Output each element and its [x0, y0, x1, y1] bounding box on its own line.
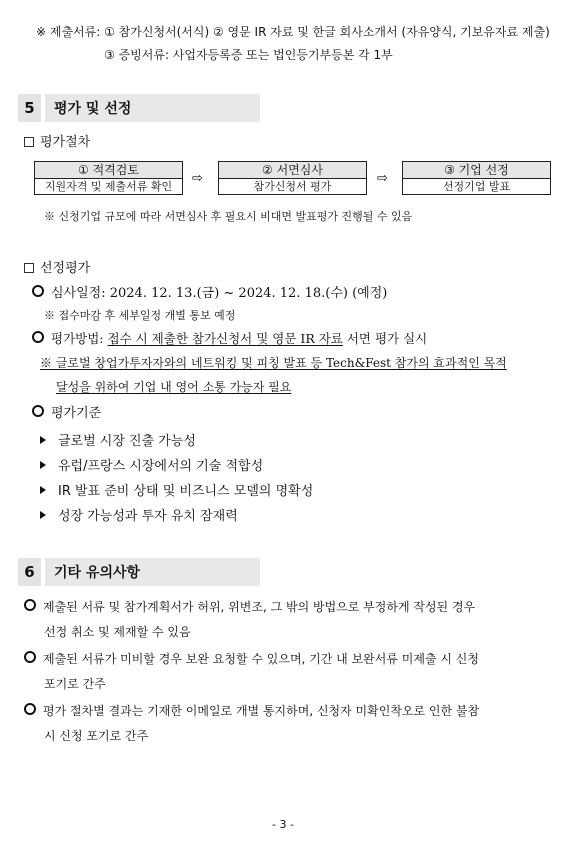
required-docs-line1: ※ 제출서류: ① 참가신청서(서식) ② 영문 IR 자료 및 한글 회사소개서 (자유양식, 기보유자료 제출): [36, 25, 550, 39]
circle-bullet-icon: [24, 703, 36, 715]
triangle-bullet-icon: [40, 511, 46, 519]
flow-step-3-title: ③ 기업 선정: [403, 162, 550, 179]
page-number: - 3 -: [272, 818, 294, 831]
circle-bullet-icon: [24, 599, 36, 611]
flow-step-2-desc: 참가신청서 평가: [253, 180, 332, 193]
schedule-item: [32, 282, 387, 301]
schedule-note: ※ 접수마감 후 세부일정 개별 통보 예정: [44, 309, 236, 322]
criteria-heading-label: 평가기준: [51, 406, 102, 421]
process-heading-label: 평가절차: [40, 135, 91, 150]
checkbox-square-icon: [24, 137, 34, 147]
note-item-2-line1: 제출된 서류가 미비할 경우 보완 요청할 수 있으며, 기간 내 보완서류 미제출 시 신청: [43, 652, 479, 666]
section-6-number: 6: [18, 558, 41, 586]
note-item-3: [24, 702, 479, 719]
process-heading: [24, 131, 90, 150]
flow-arrow-icon: ⇨: [192, 171, 203, 186]
process-note: ※ 신청기업 규모에 따라 서면심사 후 필요시 비대면 발표평가 진행될 수 있음: [44, 210, 413, 223]
note-item-1: [24, 598, 475, 615]
triangle-bullet-icon: [40, 436, 46, 444]
criteria-item-3: [40, 480, 313, 499]
criteria-item-label: IR 발표 준비 상태 및 비즈니스 모델의 명확성: [58, 484, 314, 499]
note-item-2-line2: 포기로 간주: [44, 677, 106, 691]
triangle-bullet-icon: [40, 486, 46, 494]
method-note-line1: ※ 글로벌 창업가투자자와의 네트워킹 및 피칭 발표 등 Tech&Fest 참가의 효과적인 목적: [40, 356, 507, 370]
criteria-heading: [32, 402, 101, 421]
flow-step-1-desc: 지원자격 및 제출서류 확인: [44, 180, 173, 193]
criteria-item-label: 성장 가능성과 투자 유치 잠재력: [58, 509, 238, 524]
section-5-header: [18, 94, 260, 122]
circle-bullet-icon: [24, 651, 36, 663]
section-6-title: 기타 유의사항: [45, 558, 260, 586]
method-note-line2: 달성을 위하여 기업 내 영어 소통 가능자 필요: [56, 380, 292, 394]
note-item-3-line2: 시 신청 포기로 간주: [44, 729, 149, 743]
note-item-3-line1: 평가 절차별 결과는 기재한 이메일로 개별 통지하며, 신청자 미확인착오로 인한 불참: [43, 704, 480, 718]
flow-step-1-title: ① 적격검토: [35, 162, 182, 179]
flow-step-3-desc: 선정기업 발표: [442, 180, 511, 193]
criteria-item-label: 유럽/프랑스 시장에서의 기술 적합성: [58, 459, 264, 474]
method-prefix: 평가방법:: [51, 331, 108, 346]
note-item-1-line2: 선정 취소 및 제재할 수 있음: [44, 625, 191, 639]
triangle-bullet-icon: [40, 461, 46, 469]
section-6-header: [18, 558, 260, 586]
note-item-1-line1: 제출된 서류 및 참가계획서가 허위, 위변조, 그 밖의 방법으로 부정하게 작성된 경우: [43, 600, 476, 614]
flow-step-2-title: ② 서면심사: [219, 162, 366, 179]
evaluation-heading: [24, 257, 90, 276]
section-5-number: 5: [18, 94, 41, 122]
flow-step-3: [402, 161, 551, 195]
flow-arrow-icon: ⇨: [377, 171, 388, 186]
note-item-2: [24, 650, 479, 667]
required-docs-line2: ③ 증빙서류: 사업자등록증 또는 법인등기부등본 각 1부: [104, 48, 393, 62]
flow-step-2: [218, 161, 367, 195]
schedule-text: 심사일정: 2024. 12. 13.(금) ~ 2024. 12. 18.(수) (예정): [51, 286, 388, 301]
circle-bullet-icon: [32, 405, 44, 417]
section-5-title: 평가 및 선정: [45, 94, 260, 122]
checkbox-square-icon: [24, 263, 34, 273]
method-suffix: 서면 평가 실시: [342, 331, 428, 346]
criteria-item-4: [40, 505, 238, 524]
criteria-item-1: [40, 430, 196, 449]
circle-bullet-icon: [32, 285, 44, 297]
evaluation-heading-label: 선정평가: [40, 261, 91, 276]
circle-bullet-icon: [32, 331, 44, 343]
method-underlined: 접수 시 제출한 참가신청서 및 영문 IR 자료: [107, 331, 343, 346]
criteria-item-label: 글로벌 시장 진출 가능성: [58, 434, 196, 449]
criteria-item-2: [40, 455, 263, 474]
method-item: [32, 329, 427, 347]
flow-step-1: [34, 161, 183, 195]
